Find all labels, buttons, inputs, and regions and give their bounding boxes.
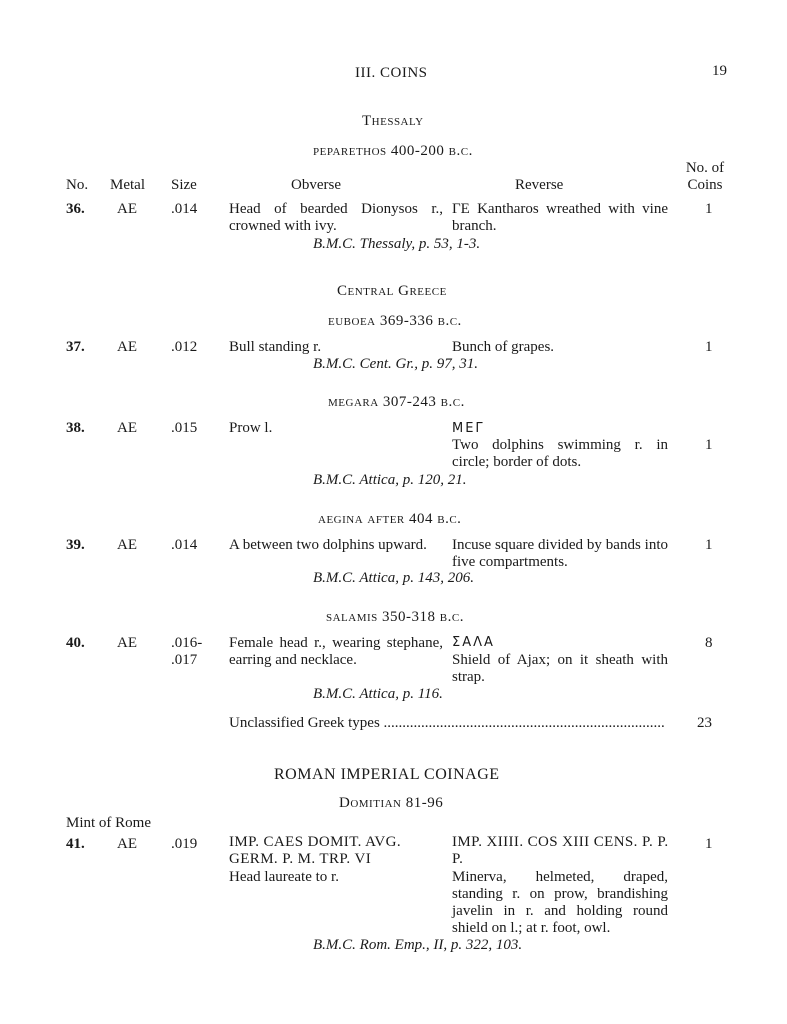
coin-obverse-38: Prow l.	[229, 420, 273, 436]
coin-count-36: 1	[705, 201, 713, 217]
coin-metal-37: AE	[117, 339, 137, 355]
coin-number-38: 38.	[66, 420, 85, 436]
coin-metal-38: AE	[117, 420, 137, 436]
subheading-euboea: euboea 369-336 b.c.	[328, 313, 462, 329]
coin-reverse-37: Bunch of grapes.	[452, 339, 555, 355]
coin-number-39: 39.	[66, 537, 85, 553]
running-title: III. COINS	[355, 65, 428, 81]
subheading-aegina: aegina after 404 b.c.	[318, 511, 462, 527]
coin-reference-38: B.M.C. Attica, p. 120, 21.	[313, 472, 467, 488]
coin-obverse-39: A between two dolphins upward.	[229, 537, 427, 553]
coin-count-41: 1	[705, 836, 713, 852]
coin-size-40-line1: .016-	[171, 635, 203, 651]
section-heading-central-greece: Central Greece	[337, 283, 447, 299]
coin-size-41: .019	[171, 836, 198, 852]
subheading-peparethos: peparethos 400-200 b.c.	[313, 143, 473, 159]
column-header-no: No.	[66, 177, 89, 193]
coin-reverse-38: Two dolphins swimming r. in circle; border of dots.	[452, 437, 668, 470]
coin-number-36: 36.	[66, 201, 85, 217]
coin-count-40: 8	[705, 635, 713, 651]
unclassified-count: 23	[697, 715, 712, 731]
coin-size-38: .015	[171, 420, 198, 436]
coin-size-37: .012	[171, 339, 198, 355]
coin-size-40-line2: .017	[171, 652, 198, 668]
mint-label: Mint of Rome	[66, 815, 151, 831]
unclassified-row	[229, 715, 669, 732]
column-header-size: Size	[171, 177, 197, 193]
coin-legend-40: ΣΑΛΑ	[452, 635, 495, 650]
coin-reference-37: B.M.C. Cent. Gr., p. 97, 31.	[313, 356, 478, 372]
column-header-obverse: Obverse	[291, 177, 341, 193]
coin-metal-39: AE	[117, 537, 137, 553]
coin-obverse-40: Female head r., wearing stephane, earring and necklace.	[229, 635, 443, 668]
coin-reference-39: B.M.C. Attica, p. 143, 206.	[313, 570, 474, 586]
coin-number-37: 37.	[66, 339, 85, 355]
section-heading-roman: ROMAN IMPERIAL COINAGE	[274, 766, 500, 783]
coin-metal-40: AE	[117, 635, 137, 651]
coin-count-37: 1	[705, 339, 713, 355]
coin-size-36: .014	[171, 201, 198, 217]
coin-reverse-41: Minerva, helmeted, draped, standing r. on prow, brandishing javelin in r. and holding round shield on l.; at r. foot, owl.	[452, 869, 668, 936]
section-heading-thessaly: Thessaly	[362, 113, 424, 129]
unclassified-label: Unclassified Greek types	[229, 715, 380, 731]
subheading-megara: megara 307-243 b.c.	[328, 394, 465, 410]
coin-reverse-40: Shield of Ajax; on it sheath with strap.	[452, 652, 668, 685]
coin-obverse-36: Head of bearded Dionysos r., crowned with ivy.	[229, 201, 443, 234]
column-header-coins-line1: No. of	[685, 160, 725, 176]
column-header-reverse: Reverse	[515, 177, 564, 193]
coin-obverse-37: Bull standing r.	[229, 339, 322, 355]
coin-reverse-39: Incuse square divided by bands into five compartments.	[452, 537, 668, 570]
coin-size-39: .014	[171, 537, 198, 553]
coin-metal-36: AE	[117, 201, 137, 217]
coin-number-41: 41.	[66, 836, 85, 852]
dot-leader: ...........................................................................	[379, 715, 665, 731]
coin-number-40: 40.	[66, 635, 85, 651]
coin-metal-41: AE	[117, 836, 137, 852]
column-header-coins-line2: Coins	[687, 177, 723, 193]
subheading-salamis: salamis 350-318 b.c.	[326, 609, 464, 625]
coin-count-39: 1	[705, 537, 713, 553]
coin-reference-41: B.M.C. Rom. Emp., II, p. 322, 103.	[313, 937, 523, 953]
subheading-domitian: Domitian 81-96	[339, 795, 444, 811]
coin-legend-38: ΜΕΓ	[452, 421, 485, 436]
coin-reference-36: B.M.C. Thessaly, p. 53, 1-3.	[313, 236, 481, 252]
coin-count-38: 1	[705, 437, 713, 453]
coin-reverse-36: ΓΕ Kantharos wreathed with vine branch.	[452, 201, 668, 234]
coin-reverse-legend-41: IMP. XIIII. COS XIII CENS. P. P. P.	[452, 834, 669, 867]
coin-obverse-type-41: Head laureate to r.	[229, 869, 339, 885]
column-header-metal: Metal	[110, 177, 145, 193]
page-number: 19	[712, 63, 727, 79]
coin-obverse-legend-41: IMP. CAES DOMIT. AVG. GERM. P. M. TRP. VI	[229, 834, 402, 867]
coin-reference-40: B.M.C. Attica, p. 116.	[313, 686, 443, 702]
